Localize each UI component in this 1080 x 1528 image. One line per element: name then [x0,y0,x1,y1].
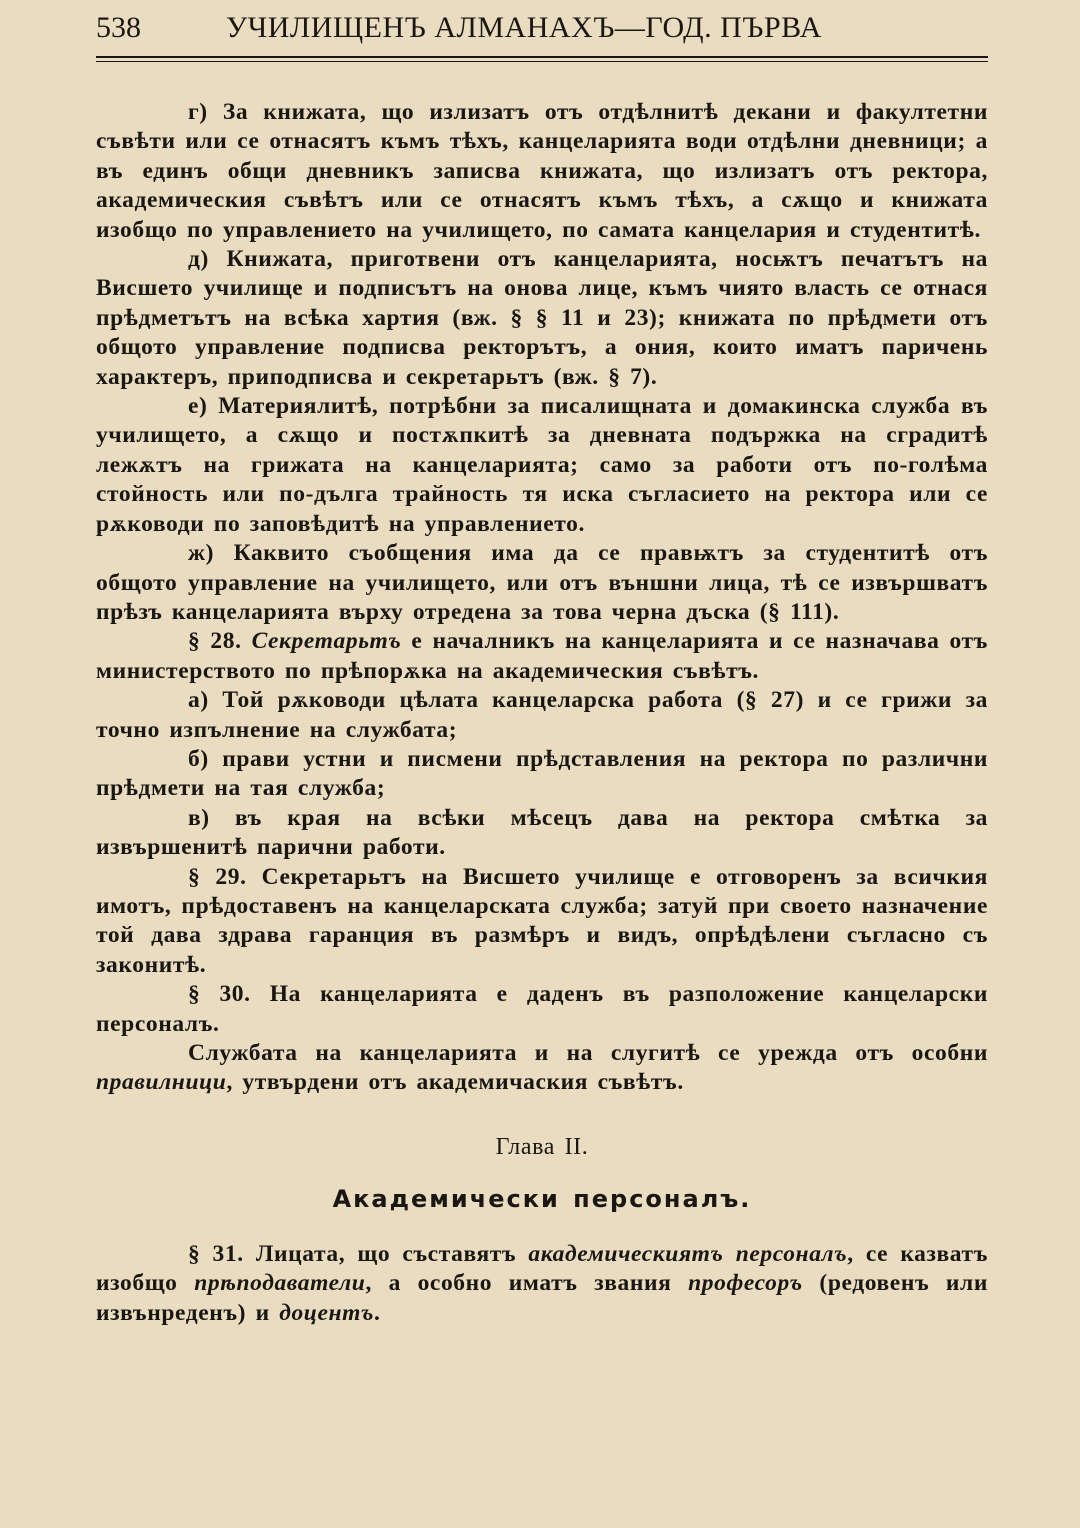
italic-term: Секретарьтъ [251,628,402,655]
header-rule [96,56,988,62]
text-run: . [374,1299,381,1326]
italic-term: професоръ [688,1270,803,1297]
page-number: 538 [96,11,141,44]
paragraph [96,539,988,627]
text-run: § 29. Секретарьтъ на Висшето училище е отговоренъ за всичкия имотъ, прѣдоставенъ на канцеларската служба; затуй при своето назначение той дава здрава гаранция въ размѣръ и видъ, опрѣдѣлени съгласно съ законитѣ. [96,863,988,978]
body-text [96,98,988,1328]
paragraphs-block-1 [96,98,988,1098]
text-run: § 30. На канцеларията е даденъ въ разположение канцеларски персоналъ. [96,981,988,1037]
italic-term: прѣподаватели [194,1270,366,1297]
chapter-heading: Глава II. [495,1133,589,1160]
paragraph [96,1039,988,1098]
paragraph [96,392,988,539]
text-run: § 28. [188,628,252,655]
italic-term: доцентъ [279,1299,375,1326]
chapter-title: Академически персоналъ. [332,1184,752,1213]
paragraph [96,686,988,745]
text-run: § 31. Лицата, що съставятъ [188,1240,529,1267]
paragraph [96,627,988,686]
italic-term: правилници [96,1069,227,1096]
text-run: , се казватъ изобщо [96,1240,988,1297]
text-run: г) За книжата, що излизатъ отъ отдѣлнитѣ декани и факултетни съвѣти или се отнасятъ къмъ тѣхъ, канцеларията води отдѣлни дневници; а въ единъ общи дневникъ записва книжата, що излизатъ отъ ректора, академическия съвѣтъ или се отнасятъ къмъ тѣхъ, а сѫщо и книжата изобщо по управлението на училището, по самата канцелария и студентитѣ. [96,99,988,243]
paragraph [96,245,988,392]
paragraphs-block-2 [96,1240,988,1328]
text-run: е началникъ на канцеларията и се назначава отъ министерството по прѣпорѫка на академическия съвѣтъ. [96,628,988,684]
text-run: б) прави устни и писмени прѣдставления на ректора по различни прѣдмети на тая служба; [96,745,988,802]
italic-term: академическиятъ персоналъ [528,1240,848,1267]
text-run: (редовенъ или извънреденъ) и [96,1270,988,1326]
paragraph [96,98,988,245]
paragraph [96,1240,988,1328]
text-run: в) въ края на всѣки мѣсецъ дава на ректора смѣтка за извършенитѣ парични работи. [96,804,988,861]
page-header [96,6,988,50]
paragraph [96,804,988,863]
text-run: а) Той рѫководи цѣлата канцеларска работа (§ 27) и се грижи за точно изпълнение на службата; [96,687,988,743]
paragraph [96,863,988,981]
paragraph [96,980,988,1039]
text-run: е) Материялитѣ, потрѣбни за писалищната и домакинска служба въ училището, а сѫщо и постѫпкитѣ за дневната подържка на сградитѣ лежѫтъ на грижата на канцеларията; само за работи отъ по-голѣма стойность или по-дълга трайность тя иска съгласието на ректора или се рѫководи по заповѣдитѣ на управлението. [96,393,988,537]
text-run: ж) Каквито съобщения има да се правѭтъ за студентитѣ отъ общото управление на училището, или отъ външни лица, тѣ се извършватъ прѣзъ канцеларията върху отредена за това черна дъска (§ 111). [96,540,988,625]
running-title: УЧИЛИЩЕНЪ АЛМАНАХЪ—ГОД. ПЪРВА [226,11,822,44]
text-run: , а особно иматъ звания [365,1270,689,1297]
text-run: , утвърдени отъ академичаския съвѣтъ. [226,1069,684,1096]
text-run: Службата на канцеларията и на слугитѣ се урежда отъ особни [188,1040,988,1066]
paragraph [96,745,988,804]
text-run: д) Книжата, приготвени отъ канцеларията, носѭтъ печатътъ на Висшето училище и подписътъ на онова лице, къмъ чиято власть се отнася прѣдметътъ на всѣка хартия (вж. § § 11 и 23); книжата по прѣдмети отъ общото управление подписва ректорътъ, а ония, които иматъ паричень характеръ, приподписва и секретарьтъ (вж. § 7). [96,246,988,390]
